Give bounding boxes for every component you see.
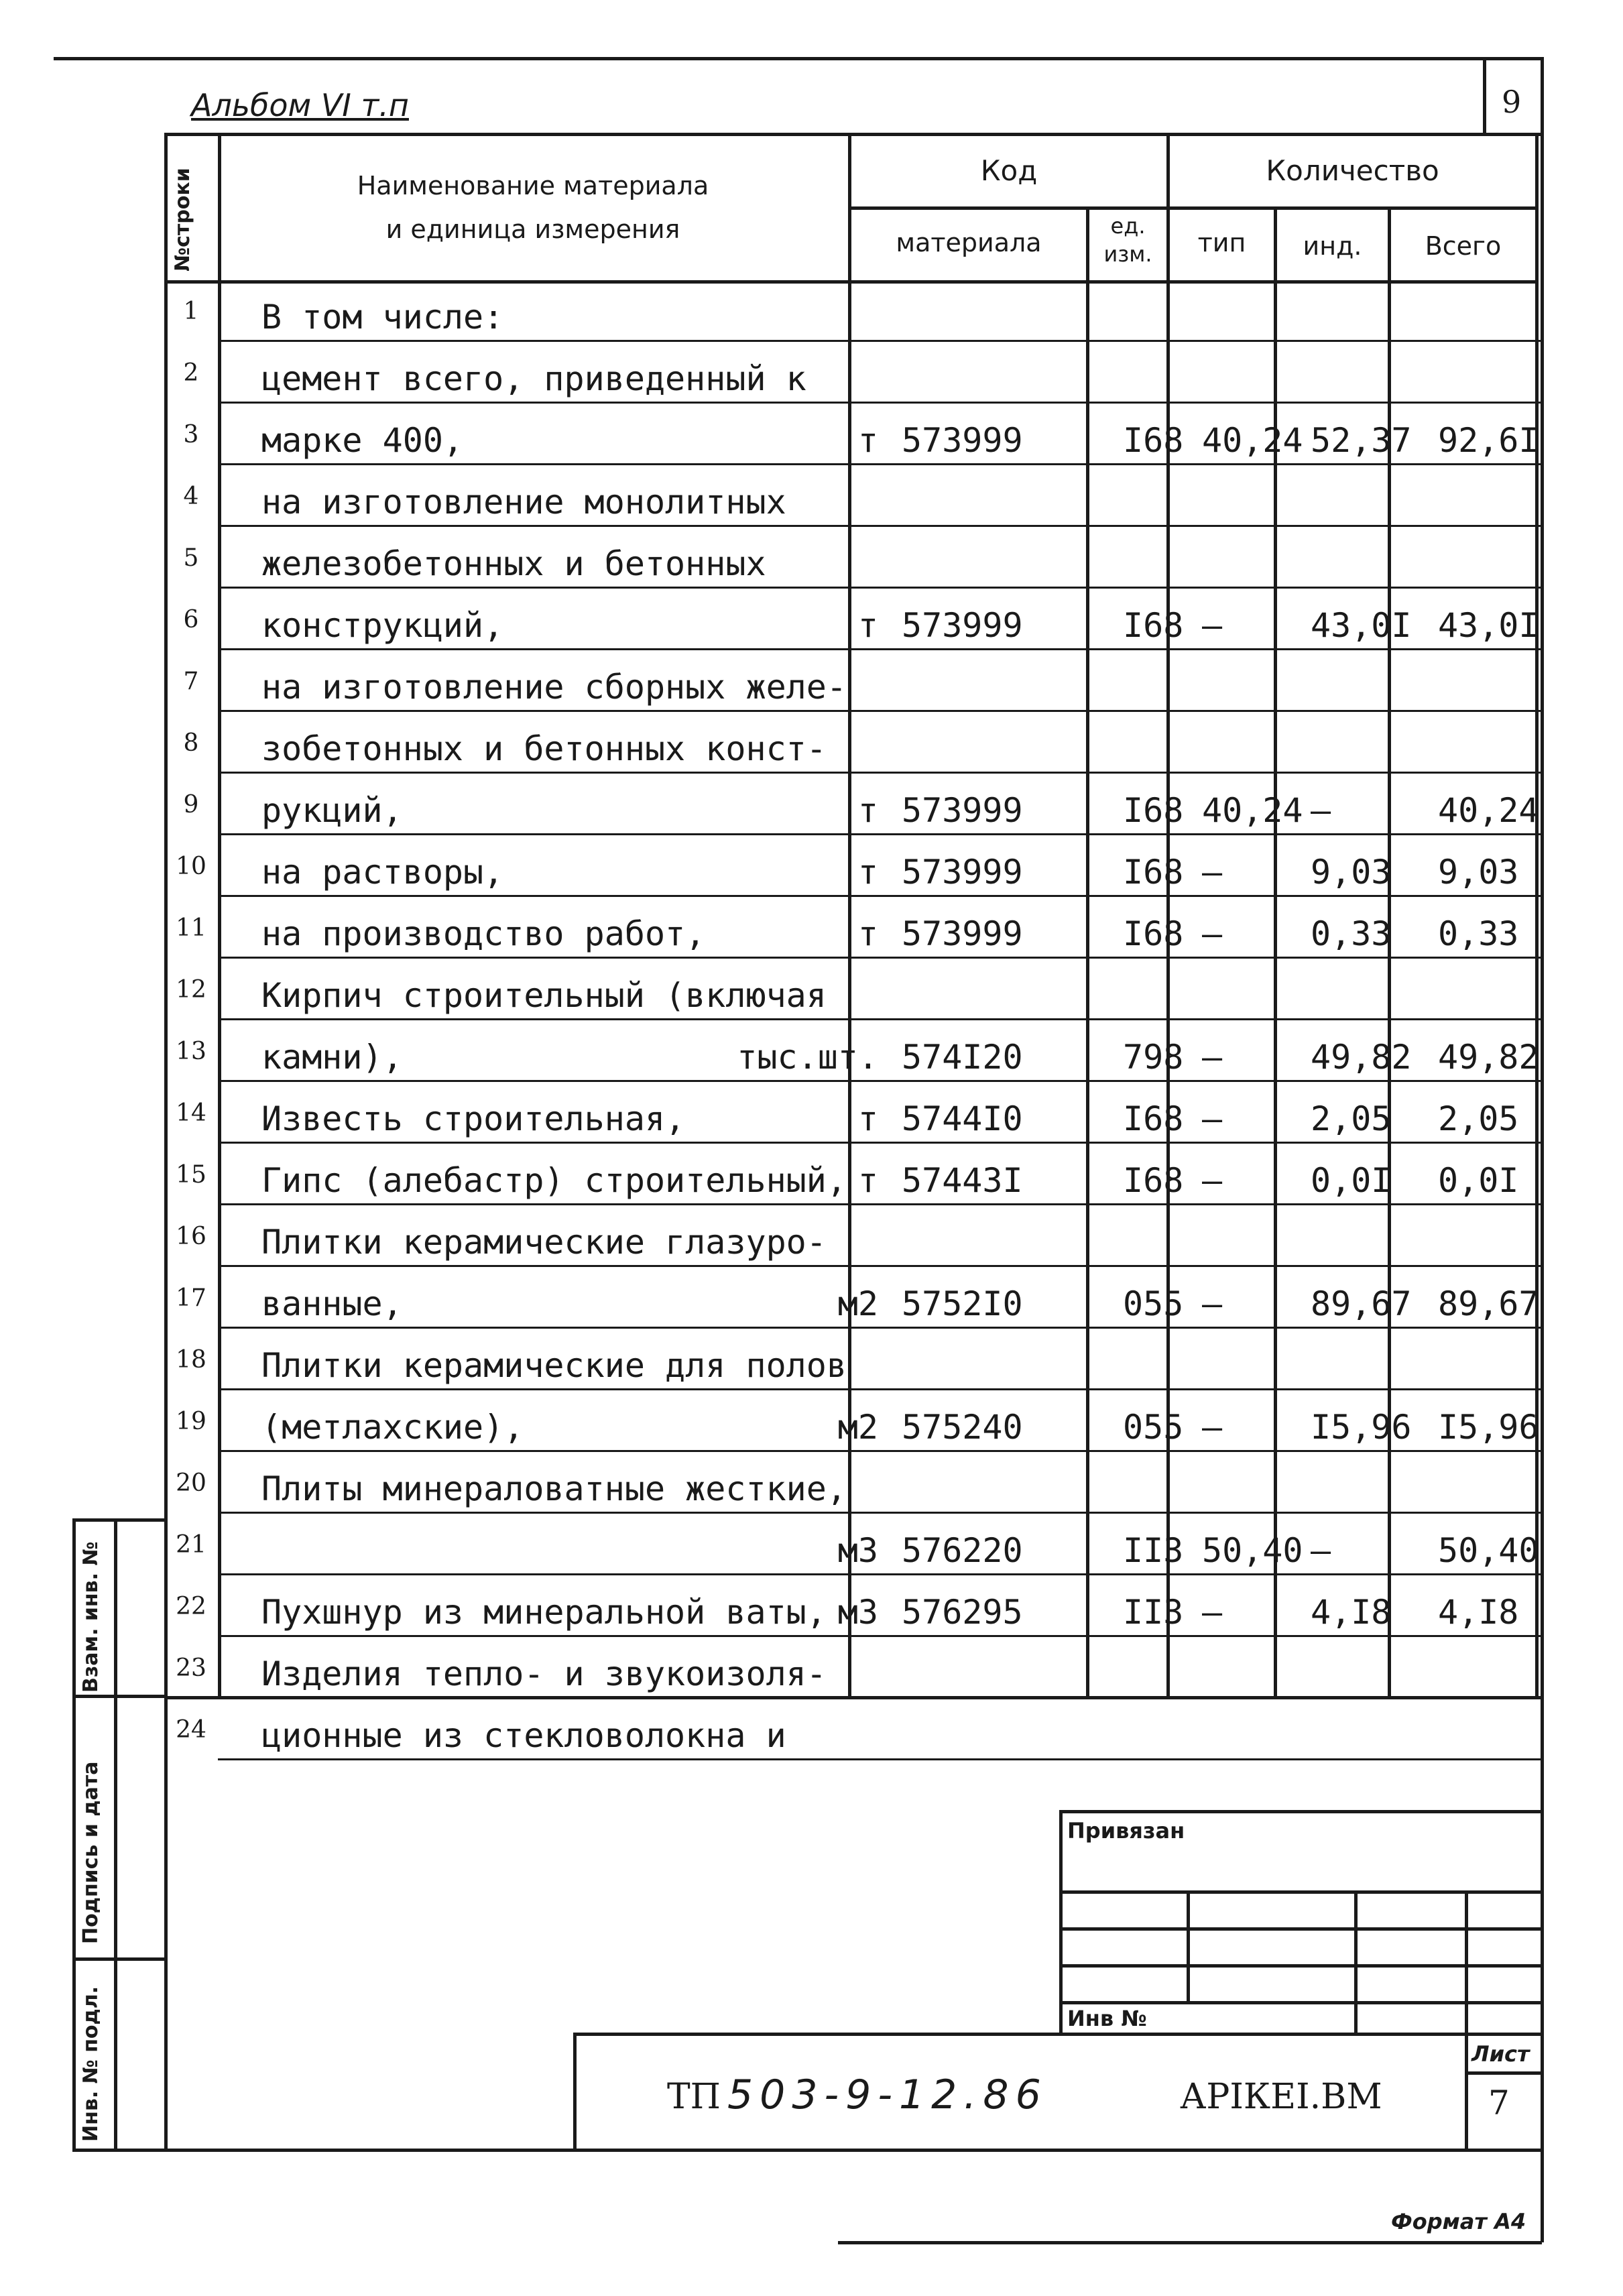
qty-total xyxy=(1418,1329,1542,1390)
row-number: 12 xyxy=(176,975,206,1004)
qty-tip: – xyxy=(1202,1593,1223,1632)
qty-total xyxy=(1418,1205,1542,1267)
qty-tip xyxy=(1197,1452,1304,1514)
material-code xyxy=(875,712,1116,774)
material-unit: тыс.шт. xyxy=(737,1038,878,1077)
qty-total xyxy=(1418,1637,1542,1699)
stamp-grid-3 xyxy=(1059,1964,1542,1968)
material-code xyxy=(875,465,1116,527)
material-code xyxy=(875,650,1116,712)
material-name xyxy=(261,1329,878,1390)
material-unit: т xyxy=(857,421,878,460)
row-number: 9 xyxy=(183,790,199,819)
qty-ind: 2,05 xyxy=(1311,1099,1392,1138)
table-row xyxy=(164,1699,1542,1760)
material-name-text: рукций, xyxy=(261,791,403,830)
album-label: Альбом VI т.п xyxy=(191,87,409,123)
material-code: 575240 xyxy=(902,1408,1023,1447)
qty-ind: – xyxy=(1311,791,1331,830)
material-name-text: Плиты минераловатные жесткие, xyxy=(261,1469,847,1508)
material-unit: т xyxy=(857,853,878,892)
material-name xyxy=(261,1144,878,1205)
unit-code xyxy=(1116,1637,1197,1699)
row-number: 24 xyxy=(176,1715,206,1744)
qty-ind xyxy=(1304,1699,1418,1760)
table-row xyxy=(164,527,1542,589)
material-code: 5744I0 xyxy=(902,1099,1023,1138)
format-label: Формат А4 xyxy=(1391,2209,1526,2234)
unit-code: 055 xyxy=(1123,1284,1184,1323)
col-total-header: Всего xyxy=(1425,231,1502,261)
qty-total: 2,05 xyxy=(1438,1099,1519,1138)
row-number: 13 xyxy=(176,1037,206,1065)
table-row xyxy=(164,650,1542,712)
qty-total xyxy=(1418,712,1542,774)
row-number: 5 xyxy=(183,544,199,572)
material-name xyxy=(261,1020,878,1082)
stamp-bottom-rule xyxy=(164,2149,1542,2152)
material-code xyxy=(875,1637,1116,1699)
col-name-header-2: и единица измерения xyxy=(385,215,680,244)
row-number: 7 xyxy=(183,667,199,695)
qty-total: 9,03 xyxy=(1438,853,1519,892)
material-name-text: цемент всего, приведенный к xyxy=(261,359,806,398)
qty-ind xyxy=(1304,342,1418,404)
row-number: 8 xyxy=(183,729,199,757)
stamp-privyazan: Привязан xyxy=(1067,1818,1185,1844)
unit-code: I68 xyxy=(1123,914,1184,953)
material-name xyxy=(261,897,878,959)
stamp-privyazan-top xyxy=(1059,1810,1542,1813)
unit-code: I68 xyxy=(1123,791,1184,830)
material-name-text: Кирпич строительный (включая xyxy=(261,976,827,1015)
unit-code: 798 xyxy=(1123,1038,1184,1077)
material-name xyxy=(261,650,878,712)
qty-ind: 9,03 xyxy=(1311,853,1392,892)
material-code: 5752I0 xyxy=(902,1284,1023,1323)
qty-total: 43,0I xyxy=(1438,606,1539,645)
stamp-grid-v2 xyxy=(1354,1890,1358,2035)
material-code xyxy=(875,1329,1116,1390)
qty-tip xyxy=(1197,1329,1304,1390)
material-name-text: марке 400, xyxy=(261,421,464,460)
table-top xyxy=(164,133,1542,136)
material-unit: м2 xyxy=(837,1284,878,1323)
material-name-text: на изготовление монолитных xyxy=(261,483,786,522)
material-unit: т xyxy=(857,791,878,830)
material-code: 57443I xyxy=(902,1161,1023,1200)
table-row xyxy=(164,404,1542,465)
row-number: 18 xyxy=(176,1345,206,1374)
material-name xyxy=(261,959,878,1020)
table-row xyxy=(164,1267,1542,1329)
titleblock-left xyxy=(573,2033,577,2152)
row-number: 1 xyxy=(183,297,199,325)
col-unit-header-2: изм. xyxy=(1103,241,1152,267)
unit-code xyxy=(1116,1205,1197,1267)
col-tip-header: тип xyxy=(1197,228,1246,257)
material-name-text: В том числе: xyxy=(261,298,504,337)
material-name-text: зобетонных и бетонных конст- xyxy=(261,729,827,768)
table-row xyxy=(164,1514,1542,1575)
material-name xyxy=(261,1452,878,1514)
material-unit: м3 xyxy=(837,1593,878,1632)
material-name xyxy=(261,465,878,527)
row-number: 20 xyxy=(176,1469,206,1497)
material-name xyxy=(261,342,878,404)
qty-ind xyxy=(1304,280,1418,342)
qty-total xyxy=(1418,280,1542,342)
table-row xyxy=(164,774,1542,835)
stamp-grid-2 xyxy=(1059,1927,1542,1931)
qty-ind: 0,0I xyxy=(1311,1161,1392,1200)
qty-ind xyxy=(1304,1452,1418,1514)
qty-tip: – xyxy=(1202,606,1223,645)
qty-total: 4,I8 xyxy=(1438,1593,1519,1632)
qty-tip xyxy=(1197,712,1304,774)
qty-ind: 0,33 xyxy=(1311,914,1392,953)
unit-code xyxy=(1116,1699,1197,1760)
sheet-value: 7 xyxy=(1488,2083,1510,2122)
table-row xyxy=(164,1205,1542,1267)
table-row xyxy=(164,1082,1542,1144)
qty-total xyxy=(1418,1699,1542,1760)
qty-ind xyxy=(1304,1329,1418,1390)
doc-code-left: ТП xyxy=(667,2077,721,2117)
qty-total: 40,24 xyxy=(1438,791,1539,830)
qty-total xyxy=(1418,959,1542,1020)
unit-code xyxy=(1116,527,1197,589)
unit-code: 055 xyxy=(1123,1408,1184,1447)
row-number: 22 xyxy=(176,1592,206,1620)
material-name-text: Пухшнур из минеральной ваты, xyxy=(261,1593,827,1632)
unit-code xyxy=(1116,1452,1197,1514)
qty-total xyxy=(1418,342,1542,404)
table-row xyxy=(164,835,1542,897)
material-name xyxy=(261,1699,878,1760)
row-number: 16 xyxy=(176,1222,206,1250)
unit-code: I68 xyxy=(1123,606,1184,645)
col-code-group-header: Код xyxy=(980,154,1038,187)
qty-total: 92,6I xyxy=(1438,421,1539,460)
table-row xyxy=(164,959,1542,1020)
qty-tip: – xyxy=(1202,853,1223,892)
table-row xyxy=(164,1452,1542,1514)
side-vzam-inv: Взам. инв. № xyxy=(79,1541,103,1693)
sheet-label: Лист xyxy=(1471,2041,1530,2067)
material-code xyxy=(875,527,1116,589)
side-inv-podl: Инв. № подл. xyxy=(79,1986,103,2142)
qty-tip xyxy=(1197,342,1304,404)
qty-total: 89,67 xyxy=(1438,1284,1539,1323)
material-code: 576220 xyxy=(902,1531,1023,1570)
material-unit: т xyxy=(857,914,878,953)
material-name xyxy=(261,589,878,650)
qty-tip: – xyxy=(1202,1284,1223,1323)
doc-code-handwritten: 503-9-12.86 xyxy=(727,2071,1048,2118)
material-name xyxy=(261,1082,878,1144)
row-number: 15 xyxy=(176,1160,206,1189)
qty-tip xyxy=(1197,1699,1304,1760)
material-code: 576295 xyxy=(902,1593,1023,1632)
row-number: 11 xyxy=(176,914,206,942)
unit-code: I68 xyxy=(1123,853,1184,892)
qty-tip xyxy=(1197,1637,1304,1699)
material-name-text: Плитки керамические для полов xyxy=(261,1346,847,1385)
qty-tip: – xyxy=(1202,1161,1223,1200)
material-unit: т xyxy=(857,606,878,645)
doc-code-right: АРIКЕI.ВМ xyxy=(1180,2077,1382,2117)
unit-code xyxy=(1116,465,1197,527)
table-row xyxy=(164,1020,1542,1082)
material-name xyxy=(261,1205,878,1267)
material-code xyxy=(875,1452,1116,1514)
table-row xyxy=(164,1637,1542,1699)
material-unit: т xyxy=(857,1099,878,1138)
qty-ind xyxy=(1304,465,1418,527)
material-name-text: Изделия тепло- и звукоизоля- xyxy=(261,1654,827,1693)
material-name xyxy=(261,712,878,774)
material-name-text: на производство работ, xyxy=(261,914,706,953)
qty-tip xyxy=(1197,280,1304,342)
row-number: 2 xyxy=(183,359,199,387)
material-name xyxy=(261,1637,878,1699)
qty-tip xyxy=(1197,650,1304,712)
row-number: 19 xyxy=(176,1407,206,1435)
unit-code xyxy=(1116,280,1197,342)
qty-ind: 43,0I xyxy=(1311,606,1412,645)
qty-total: 50,40 xyxy=(1438,1531,1539,1570)
qty-total: I5,96 xyxy=(1438,1408,1539,1447)
qty-total: 0,33 xyxy=(1438,914,1519,953)
qty-tip xyxy=(1197,1205,1304,1267)
page-number-divider xyxy=(1483,60,1486,134)
material-name-text: железобетонных и бетонных xyxy=(261,544,766,583)
qty-tip: – xyxy=(1202,1038,1223,1077)
unit-code: I68 xyxy=(1123,1161,1184,1200)
table-row xyxy=(164,712,1542,774)
material-unit: м2 xyxy=(837,1408,878,1447)
material-code: 573999 xyxy=(902,606,1023,645)
side-stamp-left xyxy=(72,1518,76,2152)
side-stamp-div1 xyxy=(72,1695,166,1698)
qty-total xyxy=(1418,527,1542,589)
top-rule xyxy=(54,57,1542,60)
stamp-grid-4 xyxy=(1059,2001,1542,2004)
row-number: 3 xyxy=(183,420,199,448)
material-code: 573999 xyxy=(902,421,1023,460)
material-name-text: ванные, xyxy=(261,1284,403,1323)
table-row xyxy=(164,1390,1542,1452)
material-name xyxy=(261,1390,878,1452)
material-code xyxy=(875,280,1116,342)
material-code: 573999 xyxy=(902,791,1023,830)
material-name-text: (метлахские), xyxy=(261,1408,524,1447)
row-number: 21 xyxy=(176,1530,206,1559)
material-unit: м3 xyxy=(837,1531,878,1570)
qty-tip: – xyxy=(1202,1408,1223,1447)
qty-ind xyxy=(1304,959,1418,1020)
qty-ind: I5,96 xyxy=(1311,1408,1412,1447)
qty-tip: 40,24 xyxy=(1202,421,1303,460)
col-code-header: материала xyxy=(896,228,1042,257)
qty-ind: 4,I8 xyxy=(1311,1593,1392,1632)
qty-tip: – xyxy=(1202,914,1223,953)
material-name xyxy=(261,527,878,589)
qty-total: 0,0I xyxy=(1438,1161,1519,1200)
stamp-grid-v3 xyxy=(1465,1890,1468,2149)
qty-tip: 40,24 xyxy=(1202,791,1303,830)
material-name xyxy=(261,774,878,835)
unit-code xyxy=(1116,712,1197,774)
unit-code: I68 xyxy=(1123,1099,1184,1138)
qty-ind xyxy=(1304,650,1418,712)
material-name-text: Гипс (алебастр) строительный, xyxy=(261,1161,847,1200)
bottom-rule xyxy=(838,2241,1542,2244)
table-row xyxy=(164,589,1542,650)
qty-total xyxy=(1418,1452,1542,1514)
table-row xyxy=(164,1575,1542,1637)
material-unit: т xyxy=(857,1161,878,1200)
col-row-no-header: №строки xyxy=(171,168,194,271)
material-name xyxy=(261,280,878,342)
qty-ind xyxy=(1304,1205,1418,1267)
material-code: 573999 xyxy=(902,914,1023,953)
side-podpis-data: Подпись и дата xyxy=(79,1761,103,1944)
qty-tip xyxy=(1197,527,1304,589)
qty-tip: – xyxy=(1202,1099,1223,1138)
material-code: 574I20 xyxy=(902,1038,1023,1077)
side-stamp-mid xyxy=(114,1518,117,2152)
unit-code xyxy=(1116,1329,1197,1390)
header-mid-rule xyxy=(848,206,1539,210)
material-name xyxy=(261,1575,878,1637)
material-code xyxy=(875,1699,1116,1760)
material-name-text: Известь строительная, xyxy=(261,1099,686,1138)
qty-ind: 49,82 xyxy=(1311,1038,1412,1077)
col-qty-group-header: Количество xyxy=(1266,154,1439,187)
material-name xyxy=(261,835,878,897)
material-code xyxy=(875,342,1116,404)
material-name-text: камни), xyxy=(261,1038,403,1077)
material-name-text: ционные из стекловолокна и xyxy=(261,1716,786,1755)
row-number: 6 xyxy=(183,605,199,633)
material-code xyxy=(875,959,1116,1020)
qty-ind: 89,67 xyxy=(1311,1284,1412,1323)
side-stamp-bottom xyxy=(72,2149,166,2152)
page-number: 9 xyxy=(1502,84,1522,120)
row-number: 17 xyxy=(176,1284,206,1312)
qty-total: 49,82 xyxy=(1438,1038,1539,1077)
row-number: 10 xyxy=(176,852,206,880)
table-row xyxy=(164,1329,1542,1390)
qty-ind: – xyxy=(1311,1531,1331,1570)
row-number: 23 xyxy=(176,1654,206,1682)
table-row xyxy=(164,465,1542,527)
unit-code: II3 xyxy=(1123,1593,1184,1632)
row-number: 4 xyxy=(183,482,199,510)
unit-code xyxy=(1116,342,1197,404)
row-number: 14 xyxy=(176,1099,206,1127)
stamp-inv-no: Инв № xyxy=(1067,2006,1147,2031)
col-unit-header-1: ед. xyxy=(1110,213,1146,239)
material-name-text: на изготовление сборных желе- xyxy=(261,668,847,707)
material-name-text: конструкций, xyxy=(261,606,504,645)
unit-code: I68 xyxy=(1123,421,1184,460)
table-row xyxy=(164,342,1542,404)
titleblock-top xyxy=(573,2033,1542,2036)
stamp-grid-1 xyxy=(1059,1890,1542,1894)
qty-total xyxy=(1418,465,1542,527)
material-code: 573999 xyxy=(902,853,1023,892)
material-name-text: Плитки керамические глазуро- xyxy=(261,1223,827,1262)
row-separator xyxy=(218,1758,1542,1760)
material-name xyxy=(261,404,878,465)
material-code xyxy=(875,1205,1116,1267)
qty-tip: 50,40 xyxy=(1202,1531,1303,1570)
qty-ind: 52,37 xyxy=(1311,421,1412,460)
table-row xyxy=(164,1144,1542,1205)
qty-ind xyxy=(1304,527,1418,589)
unit-code xyxy=(1116,959,1197,1020)
qty-tip xyxy=(1197,465,1304,527)
unit-code: II3 xyxy=(1123,1531,1184,1570)
col-name-header-1: Наименование материала xyxy=(357,171,709,200)
qty-tip xyxy=(1197,959,1304,1020)
unit-code xyxy=(1116,650,1197,712)
qty-ind xyxy=(1304,712,1418,774)
table-row xyxy=(164,897,1542,959)
stamp-grid-v1 xyxy=(1187,1890,1190,2001)
side-stamp-div2 xyxy=(72,1957,166,1961)
col-ind-header: инд. xyxy=(1303,231,1362,261)
material-name-text: на растворы, xyxy=(261,853,504,892)
material-name xyxy=(261,1267,878,1329)
sheet-label-rule xyxy=(1465,2071,1542,2075)
qty-total xyxy=(1418,650,1542,712)
table-row xyxy=(164,280,1542,342)
side-stamp-top xyxy=(72,1518,166,1522)
material-name xyxy=(261,1514,878,1575)
qty-ind xyxy=(1304,1637,1418,1699)
